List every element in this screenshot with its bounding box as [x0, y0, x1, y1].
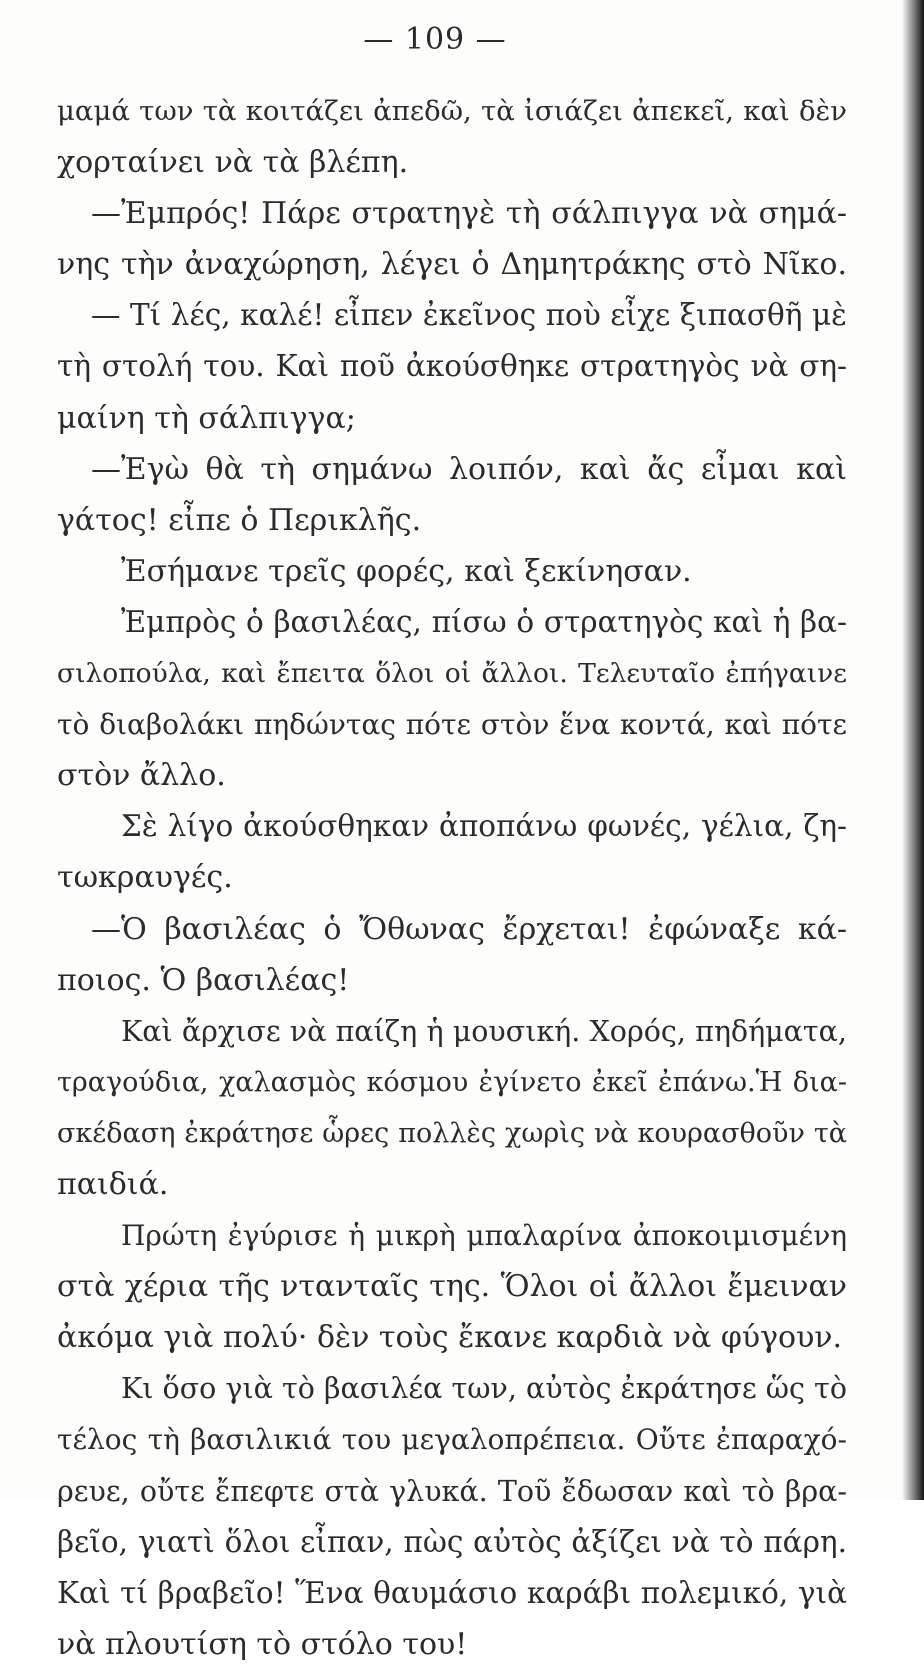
text-line: βεῖο, γιατὶ ὅλοι εἶπαν, πὼς αὐτὸς ἀξίζει νὰ τὸ πάρη. — [57, 1524, 847, 1559]
text-line: μαμά των τὰ κοιτάζει ἀπεδῶ, τὰ ἰσιάζει ἀπεκεῖ, καὶ δὲν — [57, 95, 847, 127]
text-line: τὸ διαβολάκι πηδώντας πότε στὸν ἕνα κοντά, καὶ πότε — [57, 708, 847, 742]
text-line: ἀκόμα γιὰ πολύ· δὲν τοὺς ἔκανε καρδιὰ νὰ φύγουν. — [57, 1320, 843, 1356]
text-line: ρευε, οὔτε ἔπεφτε στὰ γλυκά. Τοῦ ἔδωσαν καὶ τὸ βρα- — [57, 1474, 847, 1508]
text-line: Σὲ λίγο ἀκούσθηκαν ἀποπάνω φωνές, γέλια, ζη- — [121, 809, 847, 844]
page-text — [57, 86, 847, 1670]
text-line: Πρώτη ἐγύρισε ἡ μικρὴ μπαλαρίνα ἀποκοιμισμένη — [121, 1219, 847, 1253]
text-line: στὸν ἄλλο. — [57, 758, 226, 794]
text-line: νης τὴν ἀναχώρηση, λέγει ὁ Δημητράκης στὸ Νῖκο. — [57, 247, 847, 283]
text-line: —Ἐμπρός! Πάρε στρατηγὲ τὴ σάλπιγγα νὰ σημά- — [91, 196, 847, 232]
text-line: σκέδαση ἐκράτησε ὧρες πολλὲς χωρὶς νὰ κουρασθοῦν τὰ — [57, 1117, 847, 1149]
text-line: τέλος τὴ βασιλικιά του μεγαλοπρέπεια. Οὔτε ἐπαραχό- — [57, 1423, 847, 1457]
text-line: Καὶ τί βραβεῖο! Ἕνα θαυμάσιο καράβι πολεμικό, γιὰ — [57, 1575, 847, 1610]
text-line: νὰ πλουτίση τὸ στόλο του! — [57, 1626, 468, 1662]
text-line: Ἐμπρὸς ὁ βασιλέας, πίσω ὁ στρατηγὸς καὶ ἡ βα- — [121, 604, 847, 639]
text-line: Κι ὅσο γιὰ τὸ βασιλέα των, αὐτὸς ἐκράτησε ὥς τὸ — [121, 1372, 847, 1406]
text-line: τραγούδια, χαλασμὸς κόσμου ἐγίνετο ἐκεῖ ἐπάνω.Ἡ δια- — [57, 1066, 847, 1098]
text-line: Καὶ ἄρχισε νὰ παίζη ἡ μουσική. Χορός, πηδήματα, — [121, 1014, 847, 1048]
text-line: τωκραυγές. — [57, 860, 233, 896]
text-line: μαίνη τὴ σάλπιγγα; — [57, 400, 356, 436]
text-line: Ἐσήμανε τρεῖς φορές, καὶ ξεκίνησαν. — [121, 553, 692, 589]
text-line: ποιος. Ὁ βασιλέας! — [57, 962, 350, 998]
text-line: —Ὁ βασιλέας ὁ Ὄθωνας ἔρχεται! ἐφώναξε κά- — [91, 911, 847, 947]
text-line: παιδιά. — [57, 1166, 169, 1202]
text-line: τὴ στολή του. Καὶ ποῦ ἀκούσθηκε στρατηγὸς νὰ ση- — [57, 349, 847, 384]
text-line: — Τί λές, καλέ! εἶπεν ἐκεῖνος ποὺ εἶχε ξιπασθῆ μὲ — [91, 298, 847, 333]
text-line: στὰ χέρια τῆς ντανταῖς της. Ὅλοι οἱ ἄλλοι ἔμειναν — [57, 1269, 847, 1305]
page-edge-shadow — [902, 0, 924, 1500]
page-number: — 109 — — [363, 22, 507, 57]
text-line: χορταίνει νὰ τὰ βλέπη. — [57, 145, 409, 181]
text-line: —Ἐγὼ θὰ τὴ σημάνω λοιπόν, καὶ ἄς εἶμαι καὶ — [91, 451, 847, 487]
text-line: σιλοπούλα, καὶ ἔπειτα ὅλοι οἱ ἄλλοι. Τελευταῖο ἐπήγαινε — [57, 658, 847, 690]
text-line: γάτος! εἶπε ὁ Περικλῆς. — [57, 502, 422, 538]
